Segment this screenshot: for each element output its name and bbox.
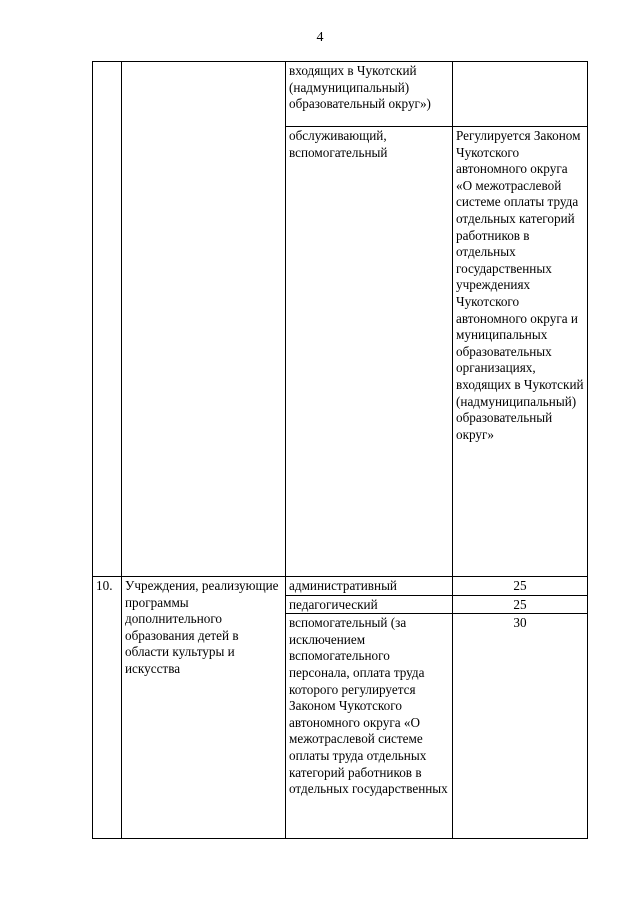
value-cell (453, 62, 588, 127)
personnel-cell: педагогический (286, 595, 453, 614)
personnel-cell: входящих в Чукотский (надмуниципальный) образовательный округ») (286, 62, 453, 127)
value-cell: Регулируется Законом Чукотского автономного округа «О межотраслевой системе оплаты труда отдельных категорий работников в отдельных государственных учреждениях Чукотского автономного округа и муниципальных образовательных организациях, входящих в Чукотский (надмуниципальный) образовательный округ» (453, 127, 588, 577)
row-number-cell: 10. (93, 577, 122, 839)
personnel-cell: вспомогательный (за исключением вспомогательного персонала, оплата труда которого регулируется Законом Чукотского автономного округа «О межотраслевой системе оплаты труда отдельных категорий работников в отдельных государственных (286, 614, 453, 839)
document-table (92, 61, 588, 839)
personnel-cell: административный (286, 577, 453, 596)
personnel-cell: обслуживающий, вспомогательный (286, 127, 453, 577)
page-number: 4 (316, 30, 324, 45)
number-cell-empty (93, 62, 122, 577)
value-cell: 25 (453, 577, 588, 596)
institution-cell: Учреждения, реализующие программы дополнительного образования детей в области культуры и искусства (122, 577, 286, 839)
value-cell: 25 (453, 595, 588, 614)
institution-cell-empty (122, 62, 286, 577)
table-row (93, 577, 588, 596)
table-row (93, 62, 588, 127)
value-cell: 30 (453, 614, 588, 839)
